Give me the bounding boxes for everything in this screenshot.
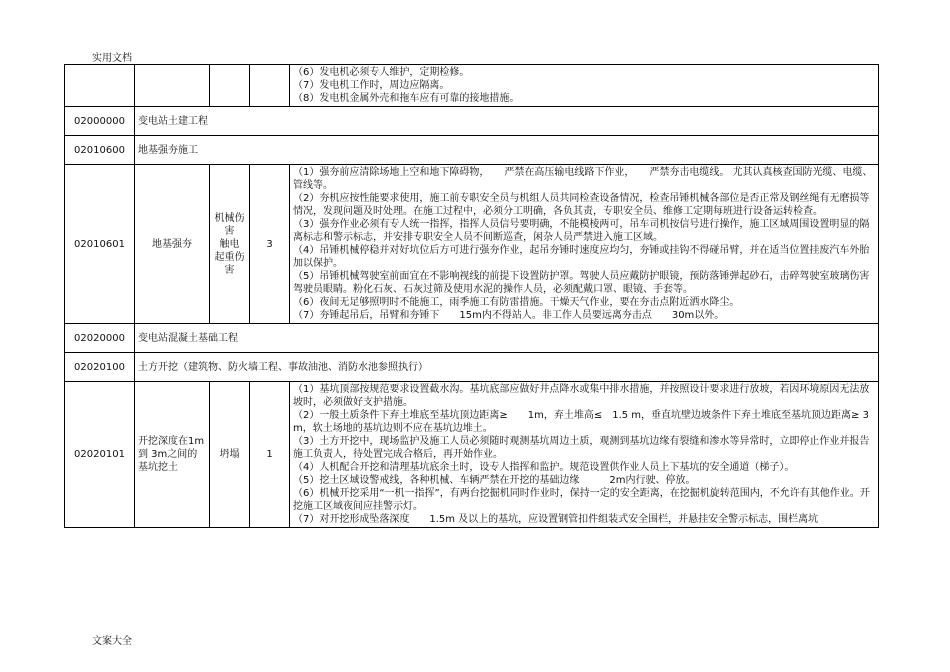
- empty-cell: [65, 65, 135, 107]
- section-title: 变电站混凝土基础工程: [135, 324, 879, 353]
- safety-measures-table: [64, 64, 879, 528]
- item-row: [65, 165, 879, 324]
- measure-item: （7）发电机工作时，周边应隔离。: [293, 80, 450, 91]
- page-header: 实用文档: [92, 53, 132, 64]
- section-row: [65, 136, 879, 165]
- item-name: 地基强夯: [135, 165, 210, 324]
- empty-cell: [210, 65, 250, 107]
- item-code: 02020101: [65, 382, 135, 528]
- measure-item: （7）对开挖形成坠落深度 1.5m 及以上的基坑，应设置钢管扣件组装式安全围栏，并悬挂安全警示标志，围栏离坑: [293, 514, 819, 525]
- item-row: [65, 382, 879, 528]
- measures-cell: [290, 382, 879, 528]
- measure-item: （1）强夯前应清除场地上空和地下障碍物， 严禁在高压输电线路下作业， 严禁夯击电缆线。 尤其认真核查国防光缆、电缆、管线等。: [293, 167, 873, 191]
- measure-item: （6）发电机必须专人维护，定期检修。: [293, 67, 470, 78]
- section-code: 02010600: [65, 136, 135, 165]
- measures-cell: [290, 65, 879, 107]
- section-row: [65, 353, 879, 382]
- hazard-type: 机械伤害 触电 起重伤害: [210, 165, 250, 324]
- item-name: 开挖深度在1m到 3m之间的基坑挖土: [135, 382, 210, 528]
- section-title: 地基强夯施工: [135, 136, 879, 165]
- page-footer: 文案大全: [92, 636, 132, 647]
- measure-item: （5）挖土区域设警戒线，各种机械、车辆严禁在开挖的基础边缘 2m内行驶、停放。: [293, 475, 696, 486]
- measure-item: （1）基坑顶部按规范要求设置截水沟。基坑底部应做好井点降水或集中排水措施，并按照设计要求进行放坡，若因环境原因无法放坡时，必须做好支护措施。: [293, 384, 870, 408]
- risk-level: 3: [250, 165, 290, 324]
- measures-cell: [290, 165, 879, 324]
- measure-item: （3）强夯作业必须有专人统一指挥，指挥人员信号要明确，不能模棱两可，吊车司机按信号进行操作，施工区域周围设置明显的隔离标志和警示标志，并安排专职安全人员不间断巡查，闲杂人员严禁进入施工区域。: [293, 219, 870, 243]
- section-title: 土方开挖（建筑物、防火墙工程、事故油池、消防水池参照执行）: [135, 353, 879, 382]
- measure-item: （6）机械开挖采用“一机一指挥”，有两台挖掘机同时作业时，保持一定的安全距离，在挖掘机旋转范围内，不允许有其他作业。开挖施工区域夜间应挂警示灯。: [293, 488, 870, 512]
- section-row: [65, 107, 879, 136]
- empty-cell: [135, 65, 210, 107]
- measure-item: （2）夯机应按性能要求使用，施工前专职安全员与机组人员共同检查设备情况，检查吊锤机械各部位是否正常及钢丝绳有无磨损等情况，发现问题及时处理。在施工过程中，必须分工明确，各负其责，专职安全员、维修工定期每班进行设备运转检查。: [293, 193, 870, 217]
- section-code: 02020000: [65, 324, 135, 353]
- measure-item: （4）吊锤机械停稳并对好坑位后方可进行强夯作业，起吊夯锤时速度应均匀，夯锤或挂钩不得碰吊臂，并在适当位置挂废汽车外胎加以保护。: [293, 245, 870, 269]
- measure-item: （2）一般土质条件下弃土堆底至基坑顶边距离≥ 1m，弃土堆高≤ 1.5 m，垂直坑壁边坡条件下弃土堆底至基坑顶边距离≥ 3 m，软土场地的基坑边则不应在基坑边堆土。: [293, 410, 869, 434]
- risk-level: 1: [250, 382, 290, 528]
- section-code: 02020100: [65, 353, 135, 382]
- measure-item: （4）人机配合开挖和清理基坑底余土时，设专人指挥和监护。规范设置供作业人员上下基坑的安全通道（梯子）。: [293, 462, 795, 473]
- section-code: 02000000: [65, 107, 135, 136]
- measure-item: （8）发电机金属外壳和拖车应有可靠的接地措施。: [293, 93, 520, 104]
- hazard-type: 坍塌: [210, 382, 250, 528]
- empty-cell: [250, 65, 290, 107]
- section-row: [65, 324, 879, 353]
- measure-item: （5）吊锤机械驾驶室前面宜在不影响视线的前提下设置防护罩。驾驶人员应戴防护眼镜，预防落锤弹起砂石，击碎驾驶室玻璃伤害驾驶员眼睛。粉化石灰、石灰过筛及使用水泥的操作人员，必须配戴口罩、眼镜、手套等。: [293, 271, 870, 295]
- item-code: 02010601: [65, 165, 135, 324]
- measure-item: （3）土方开挖中，现场监护及施工人员必须随时观测基坑周边土质，观测到基坑边缘有裂缝和渗水等异常时，立即停止作业并报告施工负责人，待处置完成合格后，再开始作业。: [293, 436, 870, 460]
- measure-item: （7）夯锤起吊后，吊臂和夯锤下 15m内不得站人。非工作人员要远离夯击点 30m以外。: [293, 310, 725, 321]
- section-title: 变电站土建工程: [135, 107, 879, 136]
- measure-item: （6）夜间无足够照明时不能施工，雨季施工有防雷措施。干燥天气作业，要在夯击点附近洒水降尘。: [293, 297, 740, 308]
- continuation-row: [65, 65, 879, 107]
